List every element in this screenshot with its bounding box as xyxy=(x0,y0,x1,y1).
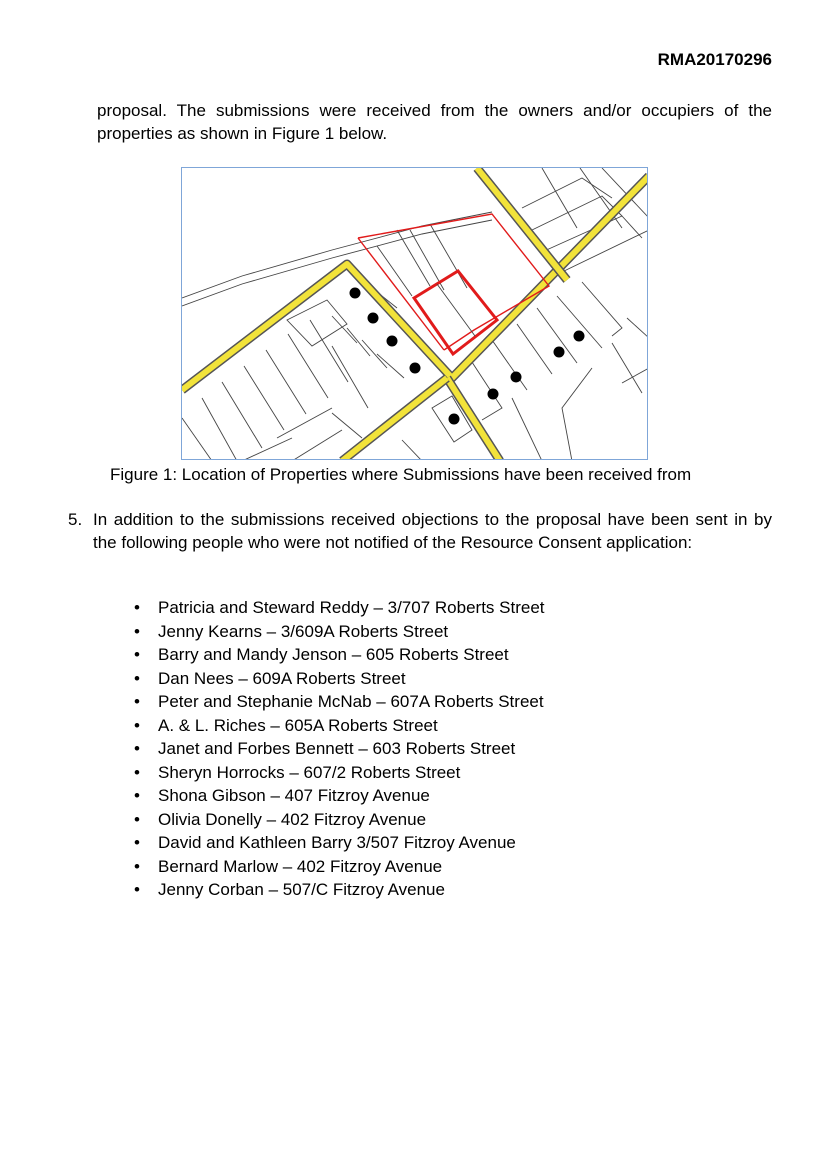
list-item-text: Jenny Kearns – 3/609A Roberts Street xyxy=(158,621,449,641)
bullet-icon: • xyxy=(134,809,140,829)
parcel-lines xyxy=(182,168,648,460)
list-item-text: A. & L. Riches – 605A Roberts Street xyxy=(158,715,438,735)
submission-marker xyxy=(410,363,421,374)
bullet-icon: • xyxy=(134,762,140,782)
list-item-text: Patricia and Steward Reddy – 3/707 Roberts Street xyxy=(158,598,545,617)
roads xyxy=(182,168,648,460)
list-item xyxy=(134,643,545,667)
list-item-text: Bernard Marlow – 402 Fitzroy Avenue xyxy=(158,856,443,876)
submission-marker xyxy=(511,372,522,383)
list-item-text: Olivia Donelly – 402 Fitzroy Avenue xyxy=(158,809,427,829)
list-item xyxy=(134,737,545,761)
bullet-icon: • xyxy=(134,880,140,899)
submission-marker xyxy=(350,288,361,299)
list-item xyxy=(134,784,545,808)
list-item-text: Sheryn Horrocks – 607/2 Roberts Street xyxy=(158,762,461,782)
bullet-icon: • xyxy=(134,692,140,711)
submission-marker xyxy=(449,414,460,425)
bullet-icon: • xyxy=(134,645,140,664)
list-item xyxy=(134,808,545,832)
list-item-text: Barry and Mandy Jenson – 605 Roberts Street xyxy=(158,645,509,664)
list-item-text: David and Kathleen Barry 3/507 Fitzroy Avenue xyxy=(158,833,516,852)
objector-list xyxy=(134,596,545,902)
list-item xyxy=(134,714,545,738)
bullet-icon: • xyxy=(134,598,140,617)
submission-marker xyxy=(554,347,565,358)
figure-caption: Figure 1: Location of Properties where Submissions have been received from xyxy=(110,465,692,484)
submission-marker xyxy=(488,389,499,400)
cross-street-fill xyxy=(477,168,567,280)
paragraph-5-text: In addition to the submissions received objections to the proposal have been sent in by the following people who were not notified of the Resource Consent application: xyxy=(93,510,772,552)
list-item xyxy=(134,620,545,644)
subject-site-division xyxy=(437,284,475,336)
submission-marker xyxy=(574,331,585,342)
list-item-text: Peter and Stephanie McNab – 607A Roberts Street xyxy=(158,692,544,711)
list-item xyxy=(134,761,545,785)
wider-site-outline xyxy=(358,214,549,350)
list-item xyxy=(134,831,545,855)
list-item-text: Janet and Forbes Bennett – 603 Roberts Street xyxy=(158,739,516,758)
submission-marker xyxy=(368,313,379,324)
list-item-text: Jenny Corban – 507/C Fitzroy Avenue xyxy=(158,880,445,899)
list-item xyxy=(134,878,545,902)
bullet-icon: • xyxy=(134,668,140,688)
list-item-text: Shona Gibson – 407 Fitzroy Avenue xyxy=(158,786,430,805)
bullet-icon: • xyxy=(134,833,140,852)
bullet-icon: • xyxy=(134,739,140,758)
list-item xyxy=(134,596,545,620)
document-reference: RMA20170296 xyxy=(657,50,772,69)
bullet-icon: • xyxy=(134,856,140,876)
location-map xyxy=(181,167,648,460)
list-item xyxy=(134,855,545,879)
bullet-icon: • xyxy=(134,786,140,805)
bullet-icon: • xyxy=(134,621,140,641)
paragraph-number: 5. xyxy=(68,510,83,529)
bullet-icon: • xyxy=(134,715,140,735)
location-map-drawing xyxy=(182,168,648,460)
list-item-text: Dan Nees – 609A Roberts Street xyxy=(158,668,406,688)
list-item xyxy=(134,667,545,691)
intro-paragraph: proposal. The submissions were received from the owners and/or occupiers of the properties as shown in Figure 1 below. xyxy=(97,101,772,143)
submission-marker xyxy=(387,336,398,347)
list-item xyxy=(134,690,545,714)
